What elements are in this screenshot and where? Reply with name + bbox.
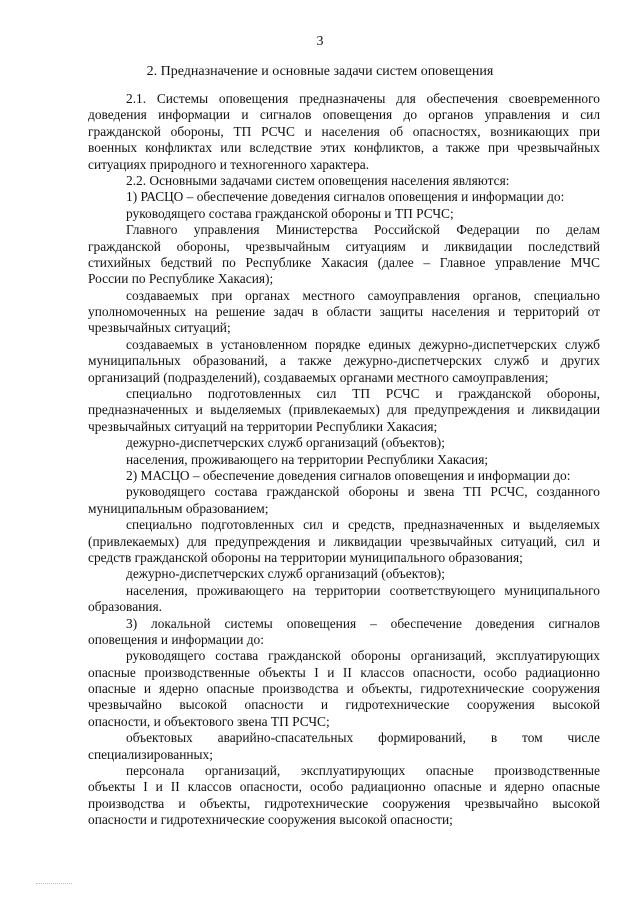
- text-line: 2.2. Основными задачами систем оповещения населения являются:: [126, 172, 510, 188]
- text-line: гражданской обороны, чрезвычайным ситуациям и ликвидации последствий: [88, 238, 600, 254]
- text-line: муниципальным образованием;: [88, 500, 269, 516]
- text-line: опасности и гидротехнические сооружения высокой опасности;: [88, 812, 453, 828]
- text-line: 1) РАСЦО – обеспечение доведения сигналов оповещения и информации до:: [126, 189, 565, 205]
- text-line: средств гражданской обороны на территории муниципального образования;: [88, 549, 523, 565]
- text-line: объектовых аварийно-спасательных формирований, в том числе: [126, 730, 600, 746]
- text-line: опасные и ядерно опасные производства и объекты, гидротехнические сооружения: [88, 681, 600, 697]
- text-line: чрезвычайных ситуаций на территории Республики Хакасия;: [88, 418, 438, 434]
- text-line: создаваемых в установленном порядке единых дежурно-диспетчерских служб: [126, 336, 600, 352]
- text-line: (привлекаемых) для предупреждения и ликвидации чрезвычайных ситуаций, сил и: [88, 533, 600, 549]
- document-body: [88, 91, 600, 829]
- text-line: оповещения и информации до:: [88, 631, 264, 647]
- text-line: руководящего состава гражданской обороны организаций, эксплуатирующих: [126, 648, 600, 664]
- text-line: населения, проживающего на территории Республики Хакасия;: [126, 451, 489, 467]
- text-line: образования.: [88, 599, 162, 615]
- text-line: чрезвычайных ситуаций;: [88, 320, 231, 336]
- text-line: руководящего состава гражданской обороны и ТП РСЧС;: [126, 205, 454, 221]
- page-number: 3: [316, 34, 324, 49]
- text-line: предназначенных и выделяемых (привлекаемых) для предупреждения и ликвидации: [88, 402, 600, 418]
- text-line: 2.1. Системы оповещения предназначены для обеспечения своевременного: [126, 91, 600, 106]
- text-line: объекты I и II классов опасности, особо радиационно опасные и ядерно опасные: [88, 779, 600, 795]
- text-line: дежурно-диспетчерских служб организаций (объектов);: [126, 435, 445, 451]
- text-line: гражданской обороны, ТП РСЧС и населения об опасностях, возникающих при: [88, 123, 600, 139]
- text-line: руководящего состава гражданской обороны и звена ТП РСЧС, созданного: [126, 484, 600, 500]
- text-line: чрезвычайно высокой опасности и гидротехнические сооружения высокой: [88, 697, 600, 713]
- text-line: доведения информации и сигналов оповещения до органов управления и сил: [88, 107, 600, 123]
- text-line: опасные производственные объекты I и II классов опасности, особо радиационно: [88, 664, 600, 680]
- text-line: специально подготовленных сил и средств, предназначенных и выделяемых: [126, 517, 600, 533]
- text-line: 2) МАСЦО – обеспечение доведения сигналов оповещения и информации до:: [126, 467, 571, 483]
- text-line: опасности, и объектового звена ТП РСЧС;: [88, 713, 330, 729]
- text-line: производства и объекты, гидротехнические сооружения чрезвычайно высокой: [88, 795, 600, 811]
- text-line: ситуациях природного и техногенного характера.: [88, 156, 370, 172]
- section-heading: 2. Предназначение и основные задачи систем оповещения: [146, 64, 494, 79]
- text-line: специализированных;: [88, 746, 213, 762]
- text-line: Главного управления Министерства Российской Федерации по делам: [126, 222, 600, 238]
- text-line: дежурно-диспетчерских служб организаций (объектов);: [126, 566, 445, 582]
- text-line: персонала организаций, эксплуатирующих опасные производственные: [126, 763, 600, 779]
- text-line: России по Республике Хакасия);: [88, 271, 274, 287]
- text-line: уполномоченных на решение задач в области защиты населения и территорий от: [88, 304, 600, 320]
- text-line: военных конфликтах или вследствие этих конфликтов, а также при чрезвычайных: [88, 140, 600, 156]
- text-line: специально подготовленных сил ТП РСЧС и гражданской обороны,: [126, 386, 600, 402]
- scan-artifact: [36, 883, 72, 886]
- text-line: стихийных бедствий по Республике Хакасия (далее – Главное управление МЧС: [88, 254, 600, 270]
- text-line: организаций (подразделений), создаваемых органами местного самоуправления;: [88, 369, 549, 385]
- text-line: населения, проживающего на территории соответствующего муниципального: [126, 582, 600, 598]
- text-line: 3) локальной системы оповещения – обеспечение доведения сигналов: [126, 615, 600, 631]
- text-line: создаваемых при органах местного самоуправления органов, специально: [126, 287, 600, 303]
- text-line: муниципальных образований, а также дежурно-диспетчерских служб и других: [88, 353, 600, 369]
